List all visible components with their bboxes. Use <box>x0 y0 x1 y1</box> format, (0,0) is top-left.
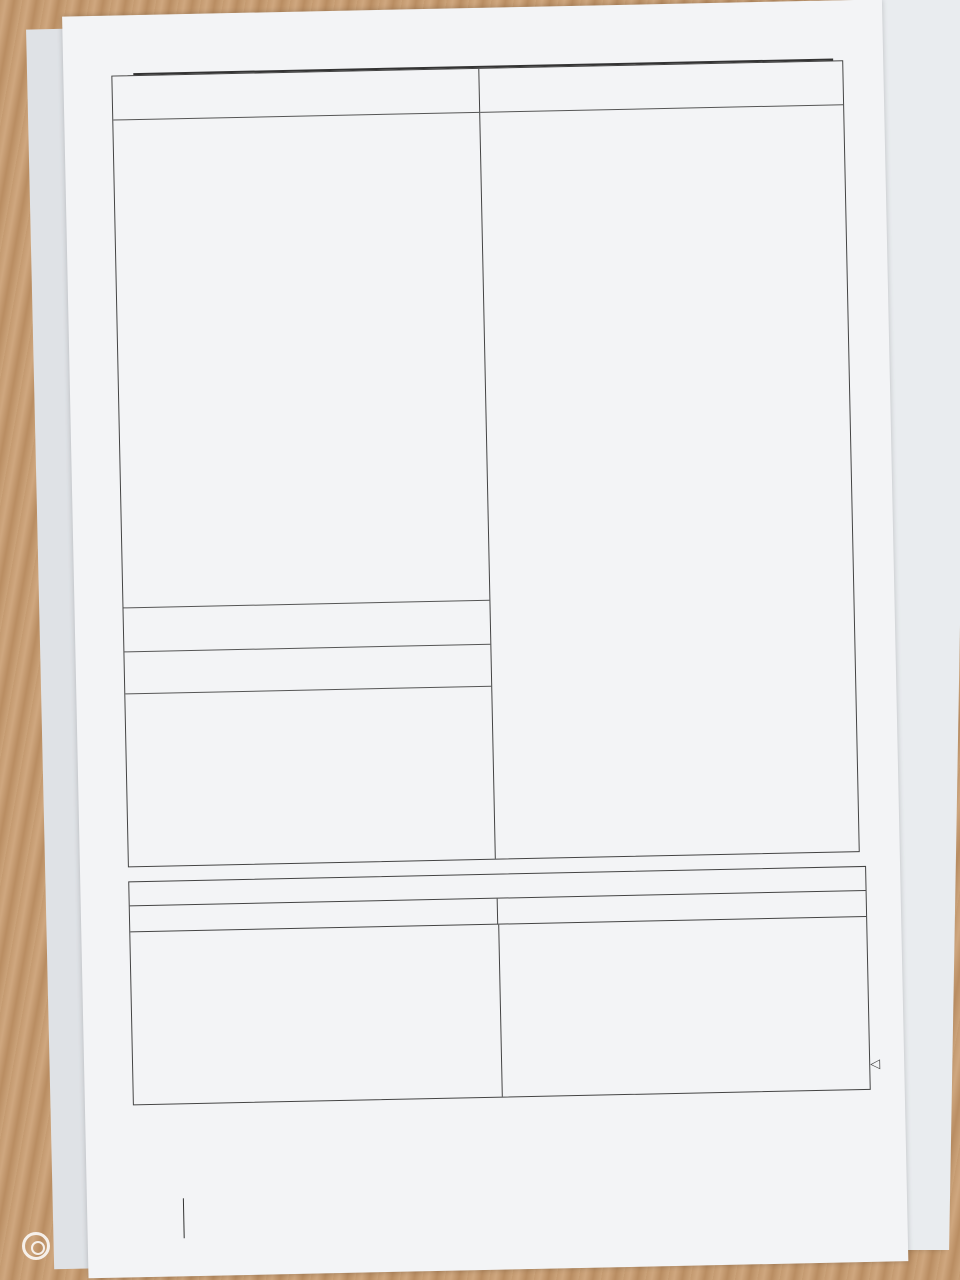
left-header <box>112 69 479 121</box>
right-column <box>479 61 858 858</box>
km-row <box>123 601 490 653</box>
next-service-table <box>128 866 871 1105</box>
watermark <box>22 1232 56 1260</box>
watermark-logo-icon <box>22 1232 50 1260</box>
longlife-cell <box>492 679 859 859</box>
footer-divider <box>183 1198 185 1238</box>
service-grid <box>111 60 859 867</box>
extra-work-body <box>498 917 870 1097</box>
workshop-stamp <box>255 669 477 794</box>
right-header <box>479 61 843 113</box>
continue-arrow-icon: ◁ <box>870 1055 881 1071</box>
service-event-body <box>130 925 503 1105</box>
service-date-row <box>122 513 490 609</box>
service-booklet-page <box>62 0 908 1278</box>
